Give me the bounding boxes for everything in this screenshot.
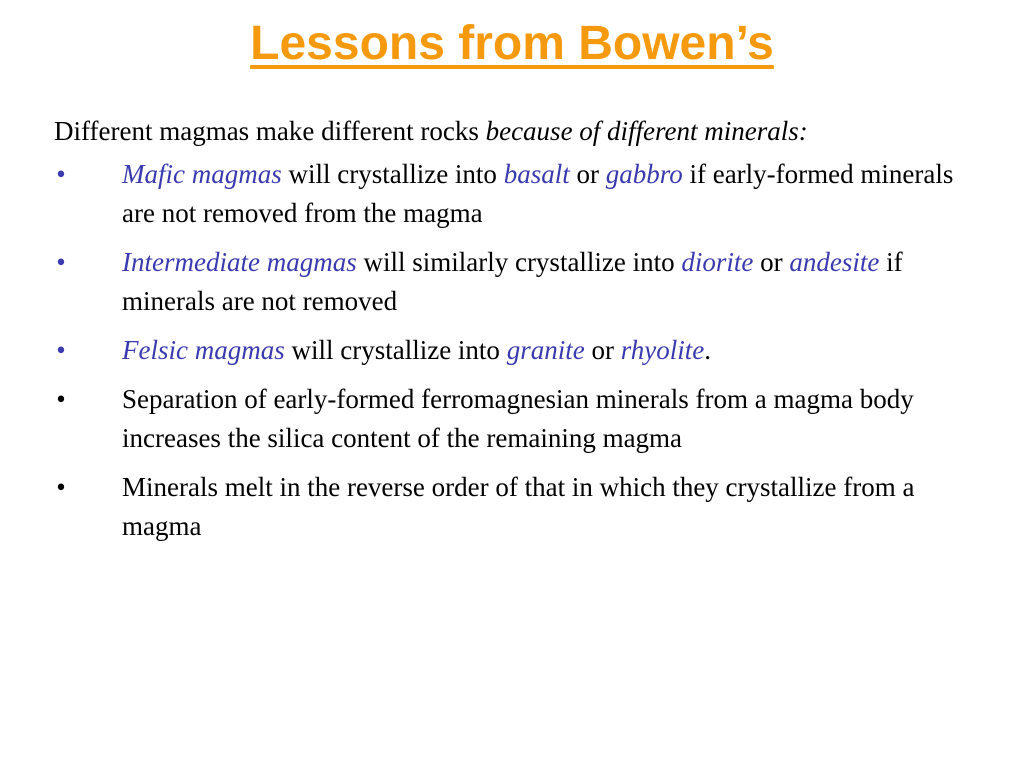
bullet-text: or <box>753 247 790 277</box>
bullet-text: if early-formed minerals are not removed from the magma <box>122 159 954 228</box>
bullet-melting-order <box>54 468 954 546</box>
slide-title-text: Lessons from Bowen’s <box>250 17 774 70</box>
bullet-intermediate <box>54 243 954 321</box>
bullet-mafic <box>54 155 954 233</box>
bullet-text: or <box>584 335 621 365</box>
bullet-text: will similarly crystallize into <box>356 247 682 277</box>
slide-body <box>54 112 954 556</box>
bullet-separation <box>54 380 954 458</box>
bullet-text: Separation of early-formed ferromagnesian minerals from a magma body increases the silica content of the remaining magma <box>122 384 914 453</box>
rock-basalt: basalt <box>503 159 570 189</box>
bullet-text: Minerals melt in the reverse order of that in which they crystallize from a magma <box>122 472 915 541</box>
bullet-text: if minerals are not removed <box>122 247 903 316</box>
rock-andesite: andesite <box>789 247 880 277</box>
rock-type-felsic: Felsic magmas <box>122 335 285 365</box>
bullet-text: will crystallize into <box>284 335 507 365</box>
bullet-text: will crystallize into <box>281 159 504 189</box>
bullet-marker: • <box>56 384 66 414</box>
rock-granite: granite <box>506 335 585 365</box>
bullet-marker: • <box>56 159 66 189</box>
rock-diorite: diorite <box>681 247 754 277</box>
bullet-marker: • <box>56 472 66 502</box>
bullet-marker: • <box>56 335 66 365</box>
slide-title <box>0 12 1024 76</box>
bullet-marker: • <box>56 247 66 277</box>
rock-rhyolite: rhyolite <box>620 335 705 365</box>
bullet-felsic <box>54 331 954 370</box>
intro-text: Different magmas make different rocks <box>54 116 486 146</box>
rock-type-intermediate: Intermediate magmas <box>122 247 357 277</box>
rock-gabbro: gabbro <box>605 159 683 189</box>
intro-emphasis: because of different minerals: <box>485 116 808 146</box>
rock-type-mafic: Mafic magmas <box>122 159 282 189</box>
bullet-text: . <box>704 335 711 365</box>
bullet-text: or <box>569 159 606 189</box>
intro-paragraph <box>54 112 954 151</box>
